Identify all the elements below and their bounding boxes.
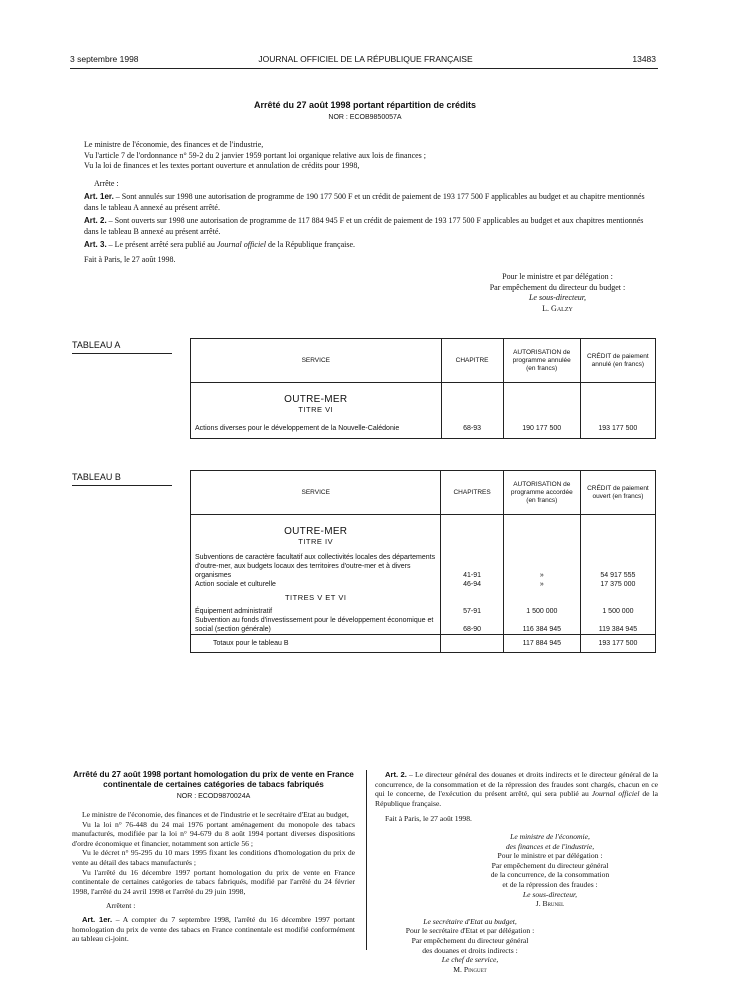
col-service: SERVICE [191, 339, 442, 383]
header-journal-title: JOURNAL OFFICIEL DE LA RÉPUBLIQUE FRANÇAISE [258, 54, 473, 64]
sig-line: Pour le secrétaire d'Etat et par délégation : [405, 926, 535, 936]
intro-line: Vu la loi de finances et les textes portant ouverture et annulation de crédits pour 1998, [84, 161, 360, 170]
arretent-label: Arrêtent : [106, 901, 136, 911]
col-autorisation: AUTORISATION de programme accordée (en francs) [503, 471, 580, 515]
header-date: 3 septembre 1998 [70, 54, 139, 64]
journal-officiel-ref: Journal officiel [591, 789, 640, 799]
tableau-b-label: TABLEAU B [72, 472, 121, 482]
tableau-b-underline [72, 485, 172, 486]
cell-chapitre: 68-90 [441, 616, 503, 635]
art2-text-end: de la République française. [375, 789, 658, 808]
sig-line: Pour le ministre et par délégation : [497, 851, 603, 861]
sig-line: Le ministre de l'économie, [510, 831, 590, 841]
cell-cp: 119 384 945 [580, 616, 655, 635]
decree2-nor: NOR : ECOD9870024A [176, 793, 251, 800]
art2-label: Art. 2. [84, 216, 107, 225]
article-3 [84, 240, 658, 251]
sig-title: Le sous-directeur, [528, 293, 587, 302]
cell-ap: 190 177 500 [503, 419, 580, 439]
journal-officiel-ref: Journal officiel [216, 240, 266, 249]
sig-line: et de la répression des fraudes : [502, 879, 598, 889]
table-header-row [191, 471, 656, 515]
sig-line: Le secrétaire d'Etat au budget, [423, 916, 517, 926]
art1-text: – A compter du 7 septembre 1998, l'arrêté du 16 décembre 1997 portant homologation du prix de vente des tabacs en France continentale est modifié conformément au tableau ci-joint. [72, 914, 355, 944]
table-total-row [191, 634, 656, 652]
table-row [191, 405, 656, 419]
decree2-article-2 [375, 770, 658, 808]
decree2-para: Vu le décret n° 95-295 du 10 mars 1995 fixant les conditions d'homologation du prix de vente au détail des tabacs manufacturés ; [72, 848, 355, 867]
titre-vi: TITRE VI [298, 404, 334, 414]
col-service: SERVICE [191, 471, 441, 515]
sig-name: M. Pinguet [453, 964, 487, 974]
sig-line: des finances et de l'industrie, [505, 841, 595, 851]
titre-iv: TITRE IV [298, 536, 334, 546]
art2-text: – Sont ouverts sur 1998 une autorisation de programme de 117 884 945 F et un crédit de paiement de 193 177 500 F applicables au budget et aux chapitres mentionnés dans le tableau B annexé au présent arrêté. [84, 216, 644, 236]
sig-title: Le sous-directeur, [522, 889, 578, 899]
sig-line: Par empêchement du directeur du budget : [489, 282, 626, 292]
tableau-a-label: TABLEAU A [72, 340, 121, 350]
cell-cp: 193 177 500 [580, 419, 655, 439]
col-chapitres: CHAPITRES [441, 471, 503, 515]
decree2-para: Le ministre de l'économie, des finances et de l'industrie et le secrétaire d'Etat au budget, [82, 810, 349, 819]
intro-line: Le ministre de l'économie, des finances et de l'industrie, [84, 140, 264, 149]
header-rule [70, 68, 658, 69]
decree2-article-1 [72, 915, 355, 944]
titres-v-et-vi: TITRES V ET VI [284, 593, 347, 602]
cell-chapitre: 41-91 [441, 551, 503, 580]
column-divider [366, 770, 367, 950]
decree2-right-body [375, 770, 658, 824]
tableau-b [190, 470, 656, 653]
art3-label: Art. 3. [84, 240, 107, 249]
art1-label: Art. 1er. [84, 192, 114, 201]
col-credit: CRÉDIT de paiement ouvert (en francs) [580, 471, 655, 515]
total-cp: 193 177 500 [580, 634, 655, 652]
cell-ap: 116 384 945 [503, 616, 580, 635]
arrete-label: Arrête : [94, 178, 119, 188]
art2-label: Art. 2. [385, 770, 407, 779]
decree1-nor: NOR : ECOB9850057A [328, 114, 402, 121]
header-page-number: 13483 [632, 54, 656, 64]
cell-ap: » [503, 580, 580, 589]
table-row [191, 589, 656, 607]
sig-name: J. Brunel [535, 899, 565, 909]
decree2-fait: Fait à Paris, le 27 août 1998. [385, 814, 472, 824]
table-header-row [191, 339, 656, 383]
sig-line: Pour le ministre et par délégation : [502, 272, 613, 281]
decree2-title: Arrêté du 27 août 1998 portant homologation du prix de vente en France continentale de certaines catégories de tabacs fabriqués [73, 770, 354, 789]
cell-chapitre: 68-93 [441, 419, 503, 439]
article-1 [84, 192, 658, 213]
cell-ap: » [503, 551, 580, 580]
tableau-a-underline [72, 353, 172, 354]
table-row [191, 580, 656, 589]
decree2-para: Vu la loi n° 76-448 du 24 mai 1976 portant aménagement du monopole des tabacs manufacturés, modifiée par la loi n° 94-679 du 8 août 1994 portant diverses dispositions d'ordre économique et financier, notamment son article 56 ; [72, 819, 355, 848]
table-row [191, 515, 656, 537]
col-credit: CRÉDIT de paiement annulé (en francs) [580, 339, 655, 383]
decree2-body [72, 810, 355, 944]
col-autorisation: AUTORISATION de programme annulée (en francs) [503, 339, 580, 383]
art2-text: – Le directeur général des douanes et droits indirects et le directeur général de la concurrence, de la consommation et de la répression des fraudes sont chargés, chacun en ce qui le concerne, de l'exécution du présent arrêté, qui sera publié au [375, 770, 658, 799]
cell-cp: 1 500 000 [580, 607, 655, 616]
decree2-signature-1 [455, 832, 645, 909]
cell-service: Action sociale et culturelle [191, 580, 441, 589]
section-outre-mer: OUTRE-MER [284, 393, 348, 405]
cell-service: Subventions de caractère facultatif aux collectivités locales des départements d'outre-mer, aux budgets locaux des territoires d'outre-mer et à divers organismes [191, 551, 441, 580]
sig-line: de la concurrence, de la consommation [490, 870, 610, 880]
intro-line: Vu l'article 7 de l'ordonnance n° 59-2 du 2 janvier 1959 portant loi organique relative aux lois de finances ; [84, 150, 427, 160]
cell-ap: 1 500 000 [503, 607, 580, 616]
decree1-signature [450, 272, 665, 314]
col-chapitre: CHAPITRE [441, 339, 503, 383]
sig-line: Par empêchement du directeur général [491, 860, 609, 870]
fait-a-paris: Fait à Paris, le 27 août 1998. [84, 254, 176, 264]
table-row [191, 551, 656, 580]
art3-text-end: de la République française. [265, 240, 356, 249]
decree1-body [84, 140, 658, 265]
decree2-para: Vu l'arrêté du 16 décembre 1997 portant homologation du prix de vente en France continentale de certaines catégories de tabacs fabriqués, modifié par l'arrêté du 24 février 1998, l'arrêté du 24 avril 1998 et l'arrêté du 29 juin 1998, [72, 867, 355, 896]
decree1-title: Arrêté du 27 août 1998 portant répartition de crédits [253, 100, 477, 110]
table-row [191, 419, 656, 439]
section-outre-mer: OUTRE-MER [284, 525, 348, 537]
cell-service: Actions diverses pour le développement de la Nouvelle-Calédonie [191, 419, 442, 439]
sig-title: Le chef de service, [441, 955, 499, 965]
sig-line: Par empêchement du directeur général [411, 935, 529, 945]
table-row [191, 537, 656, 551]
cell-service: Subvention au fonds d'investissement pour le développement économique et social (section générale) [191, 616, 441, 635]
sig-name: L. Galzy [542, 303, 573, 313]
tableau-a [190, 338, 656, 439]
decree2-right-column [375, 770, 658, 974]
sig-line: des douanes et droits indirects : [422, 945, 518, 955]
art3-text: – Le présent arrêté sera publié au [106, 240, 217, 249]
cell-chapitre: 46-94 [441, 580, 503, 589]
article-2 [84, 216, 658, 237]
table-row [191, 616, 656, 635]
decree2-signature-2 [375, 917, 565, 975]
cell-service: Équipement administratif [191, 607, 441, 616]
cell-cp: 17 375 000 [580, 580, 655, 589]
total-label: Totaux pour le tableau B [191, 634, 441, 652]
cell-cp: 54 917 555 [580, 551, 655, 580]
art1-text: – Sont annulés sur 1998 une autorisation de programme de 190 177 500 F et un crédit de paiement de 193 177 500 F applicables au budget et au chapitre mentionnés dans le tableau A annexé au présent arrêté. [84, 192, 645, 212]
art1-label: Art. 1er. [82, 914, 113, 924]
cell-chapitre: 57-91 [441, 607, 503, 616]
decree2-left-column [72, 770, 355, 944]
total-ap: 117 884 945 [503, 634, 580, 652]
table-row [191, 607, 656, 616]
table-row [191, 383, 656, 405]
